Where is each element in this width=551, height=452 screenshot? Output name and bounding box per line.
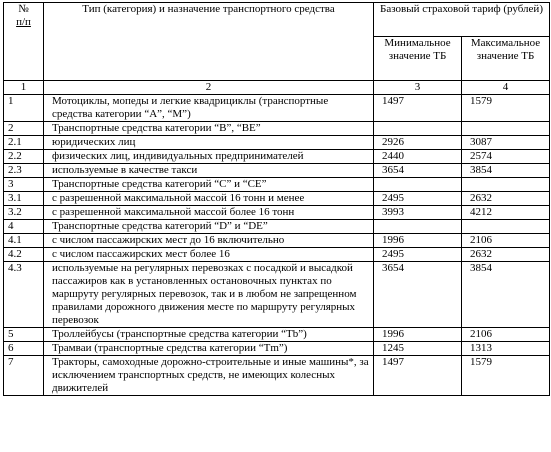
row-min-value: 2440: [374, 150, 462, 164]
row-vehicle-type: Транспортные средства категории “B”, “BE”: [44, 122, 374, 136]
row-min-value: 1497: [374, 95, 462, 122]
row-number: 2.1: [4, 136, 44, 150]
row-max-value: 2106: [462, 328, 550, 342]
row-min-value: 1497: [374, 356, 462, 396]
tariff-table-body: [4, 95, 550, 396]
table-row: [4, 220, 550, 234]
row-vehicle-type: Мотоциклы, мопеды и легкие квадрициклы (транспортные средства категории “A”, “M”): [44, 95, 374, 122]
row-number: 5: [4, 328, 44, 342]
row-number: 1: [4, 95, 44, 122]
table-row: [4, 234, 550, 248]
row-vehicle-type: юридических лиц: [44, 136, 374, 150]
row-max-value: 3854: [462, 164, 550, 178]
row-max-value: [462, 122, 550, 136]
tariff-table: [3, 2, 550, 396]
header-number-abbr: п/п: [16, 16, 31, 28]
row-number: 3.2: [4, 206, 44, 220]
row-min-value: 3993: [374, 206, 462, 220]
table-row: [4, 328, 550, 342]
row-vehicle-type: Тракторы, самоходные дорожно-строительные и иные машины*, за исключением транспортных средств, не имеющих колесных движителей: [44, 356, 374, 396]
table-row: [4, 262, 550, 328]
row-vehicle-type: используемые на регулярных перевозках с посадкой и высадкой пассажиров как в установленных остановочных пунктах по маршруту регулярных перевозок, так и в любом не запрещенном правилами дорожного движения месте по маршруту регулярных перевозок: [44, 262, 374, 328]
row-number: 4: [4, 220, 44, 234]
table-row: [4, 95, 550, 122]
row-max-value: 2632: [462, 248, 550, 262]
row-vehicle-type: Транспортные средства категорий “C” и “CE”: [44, 178, 374, 192]
table-row: [4, 136, 550, 150]
row-min-value: [374, 220, 462, 234]
row-min-value: 1996: [374, 234, 462, 248]
row-vehicle-type: Трамваи (транспортные средства категории “Tm”): [44, 342, 374, 356]
row-max-value: 2106: [462, 234, 550, 248]
header-index-3: 3: [374, 81, 462, 95]
table-row: [4, 164, 550, 178]
row-min-value: [374, 122, 462, 136]
row-max-value: [462, 178, 550, 192]
table-row: [4, 150, 550, 164]
row-vehicle-type: с разрешенной максимальной массой 16 тонн и менее: [44, 192, 374, 206]
row-vehicle-type: используемые в качестве такси: [44, 164, 374, 178]
row-min-value: 2495: [374, 192, 462, 206]
row-number: 3.1: [4, 192, 44, 206]
header-min: Минимальное значение ТБ: [374, 37, 462, 81]
row-min-value: 2926: [374, 136, 462, 150]
table-row: [4, 342, 550, 356]
row-vehicle-type: физических лиц, индивидуальных предпринимателей: [44, 150, 374, 164]
header-number: [4, 3, 44, 81]
row-number: 4.3: [4, 262, 44, 328]
table-row: [4, 356, 550, 396]
header-type: Тип (категория) и назначение транспортного средства: [44, 3, 374, 81]
row-max-value: 3854: [462, 262, 550, 328]
row-max-value: [462, 220, 550, 234]
header-index-2: 2: [44, 81, 374, 95]
table-row: [4, 192, 550, 206]
row-number: 2.3: [4, 164, 44, 178]
row-min-value: [374, 178, 462, 192]
row-number: 2: [4, 122, 44, 136]
row-max-value: 1579: [462, 356, 550, 396]
header-row-1: [4, 3, 550, 37]
row-min-value: 1996: [374, 328, 462, 342]
header-number-symbol: №: [18, 3, 29, 15]
row-vehicle-type: с числом пассажирских мест до 16 включительно: [44, 234, 374, 248]
row-max-value: 4212: [462, 206, 550, 220]
row-max-value: 2574: [462, 150, 550, 164]
row-min-value: 3654: [374, 262, 462, 328]
header-index-row: [4, 81, 550, 95]
row-vehicle-type: с числом пассажирских мест более 16: [44, 248, 374, 262]
header-base-tariff: Базовый страховой тариф (рублей): [374, 3, 550, 37]
row-number: 6: [4, 342, 44, 356]
row-max-value: 3087: [462, 136, 550, 150]
table-row: [4, 248, 550, 262]
row-max-value: 2632: [462, 192, 550, 206]
table-row: [4, 122, 550, 136]
row-number: 2.2: [4, 150, 44, 164]
table-row: [4, 178, 550, 192]
row-min-value: 3654: [374, 164, 462, 178]
row-number: 4.2: [4, 248, 44, 262]
row-min-value: 1245: [374, 342, 462, 356]
row-max-value: 1579: [462, 95, 550, 122]
row-number: 4.1: [4, 234, 44, 248]
tariff-table-container: [3, 2, 549, 396]
row-number: 3: [4, 178, 44, 192]
row-vehicle-type: с разрешенной максимальной массой более 16 тонн: [44, 206, 374, 220]
row-max-value: 1313: [462, 342, 550, 356]
row-vehicle-type: Троллейбусы (транспортные средства категории “Tb”): [44, 328, 374, 342]
header-index-4: 4: [462, 81, 550, 95]
header-max: Максимальное значение ТБ: [462, 37, 550, 81]
table-row: [4, 206, 550, 220]
row-min-value: 2495: [374, 248, 462, 262]
row-number: 7: [4, 356, 44, 396]
header-index-1: 1: [4, 81, 44, 95]
row-vehicle-type: Транспортные средства категорий “D” и “DE”: [44, 220, 374, 234]
